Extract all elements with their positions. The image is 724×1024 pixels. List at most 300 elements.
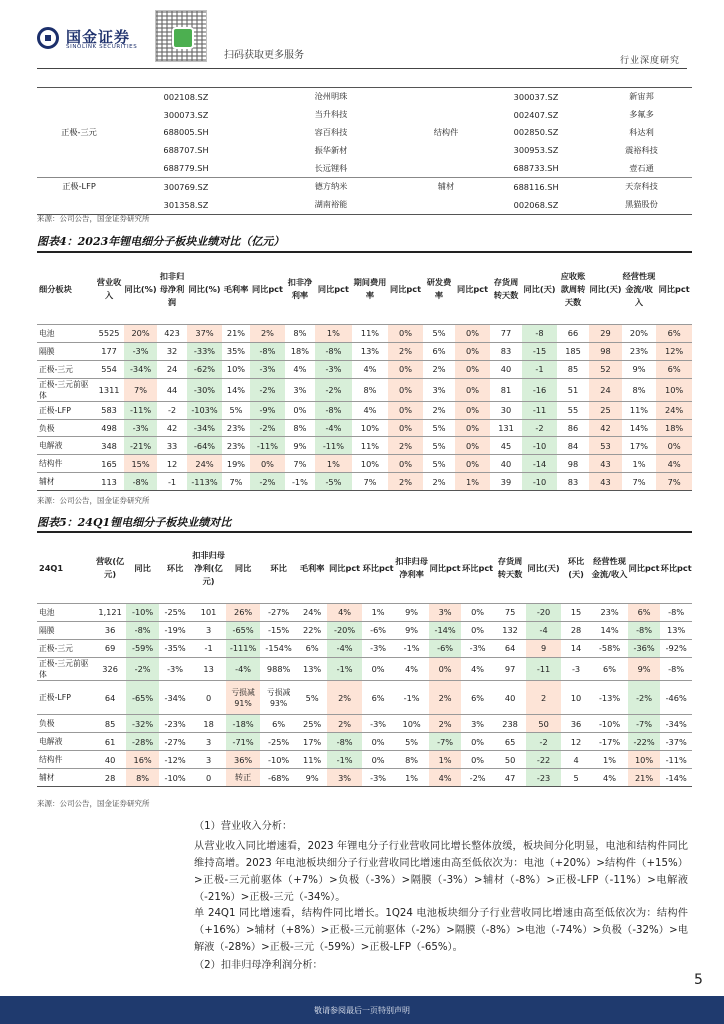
table-cell: 32 xyxy=(157,342,187,360)
table-cell: 13% xyxy=(297,657,327,680)
table-cell: 4% xyxy=(352,401,389,419)
table-cell: -68% xyxy=(260,769,297,787)
table-cell: 43 xyxy=(589,473,621,491)
table-cell: 7% xyxy=(222,473,250,491)
table-row xyxy=(37,177,692,195)
table-cell: 19% xyxy=(222,455,250,473)
table-cell: 6% xyxy=(656,360,692,378)
table-cell: 688707.SH xyxy=(163,145,209,156)
table-cell: 20% xyxy=(622,325,657,343)
table-cell xyxy=(37,159,121,177)
table-cell: 4% xyxy=(327,604,362,622)
table-cell: -2% xyxy=(126,657,158,680)
table-cell: -3% xyxy=(159,657,191,680)
table-cell: 10% xyxy=(656,378,692,401)
table-cell: 2% xyxy=(388,473,423,491)
row-label: 负极 xyxy=(37,715,94,733)
table-cell: -5% xyxy=(315,473,352,491)
column-header: 24Q1 xyxy=(39,562,64,573)
table-cell: -19% xyxy=(159,621,191,639)
table-cell: -15% xyxy=(260,621,297,639)
table-cell: 40 xyxy=(490,455,522,473)
table-cell: 0% xyxy=(656,437,692,455)
column-header: 环比pct xyxy=(462,562,494,573)
table-cell xyxy=(37,141,121,159)
table-cell: 震裕科技 xyxy=(625,144,658,155)
table-cell: 2% xyxy=(423,401,455,419)
table-cell: 85 xyxy=(94,715,126,733)
table-cell: 9% xyxy=(297,769,327,787)
table-cell: 0% xyxy=(388,325,423,343)
row-label: 辅材 xyxy=(37,769,94,787)
table-cell: 165 xyxy=(94,455,124,473)
table-cell: 6% xyxy=(260,715,297,733)
column-header: 同比(%) xyxy=(124,283,157,294)
column-header: 同比pct xyxy=(390,283,422,294)
table-cell: 7% xyxy=(656,473,692,491)
column-header: 同比pct xyxy=(329,562,361,573)
table-cell: 300769.SZ xyxy=(121,177,251,195)
table-cell: 177 xyxy=(94,342,124,360)
table-cell: -2% xyxy=(250,378,285,401)
table-cell: 2% xyxy=(388,437,423,455)
row-label: 电解液 xyxy=(37,437,94,455)
table-cell: -20% xyxy=(327,621,362,639)
column-header: 同比(天) xyxy=(523,283,556,294)
table-cell: 238 xyxy=(494,715,526,733)
table-cell: -59% xyxy=(126,639,158,657)
table-cell: -36% xyxy=(628,639,660,657)
table-cell: 002108.SZ xyxy=(121,88,251,106)
table-cell: 20% xyxy=(124,325,156,343)
table-cell: 1% xyxy=(622,455,657,473)
row-label: 正极-LFP xyxy=(37,680,94,715)
table-row xyxy=(37,88,692,106)
table-cell: 4% xyxy=(461,657,493,680)
table-cell: 多氟多 xyxy=(629,109,654,120)
table-cell: 0% xyxy=(362,657,394,680)
table-cell: -21% xyxy=(124,437,156,455)
column-header: 同比pct xyxy=(628,562,660,573)
table-cell: 17% xyxy=(622,437,657,455)
table-cell: 3% xyxy=(285,378,315,401)
table-cell: 13% xyxy=(352,342,389,360)
table-cell: 13% xyxy=(660,621,692,639)
table-cell: -92% xyxy=(660,639,692,657)
column-header: 扣非归母净利率 xyxy=(395,556,428,579)
table-cell: -58% xyxy=(591,639,628,657)
table-cell: -2% xyxy=(250,473,285,491)
table-cell: 21% xyxy=(222,325,250,343)
table-cell: -11% xyxy=(124,401,156,419)
table-cell: 辅材 xyxy=(411,177,481,195)
table-row xyxy=(37,419,692,437)
table-cell: 23% xyxy=(222,437,250,455)
table-cell: 12% xyxy=(656,342,692,360)
table-row xyxy=(37,639,692,657)
table-cell: 3% xyxy=(461,715,493,733)
column-header: 经营性现金流/收入 xyxy=(591,556,628,579)
table-cell: -11% xyxy=(660,751,692,769)
table-cell: -8 xyxy=(522,325,557,343)
table-cell: 10% xyxy=(352,419,389,437)
table-cell: 10% xyxy=(394,715,429,733)
table-cell: 0% xyxy=(285,401,315,419)
table-cell: 43 xyxy=(589,455,621,473)
row-label: 电池 xyxy=(37,325,94,343)
figure5-title: 图表5：24Q1锂电细分子板块业绩对比 xyxy=(37,516,232,529)
table-cell xyxy=(37,196,121,214)
table-cell xyxy=(411,141,481,159)
table-cell: 688116.SH xyxy=(481,177,591,195)
table-cell: 转正 xyxy=(226,769,261,787)
header-divider xyxy=(37,68,687,69)
table-cell: 132 xyxy=(494,621,526,639)
table-cell: -10% xyxy=(159,769,191,787)
row-label: 正极-三元 xyxy=(37,639,94,657)
table-row xyxy=(37,604,692,622)
company-list-table xyxy=(37,87,692,215)
table-row xyxy=(37,378,692,401)
table-cell: 11% xyxy=(297,751,327,769)
table-cell: 24% xyxy=(187,455,222,473)
table-row xyxy=(37,473,692,491)
table-cell: 亏损减91% xyxy=(226,680,261,715)
table-cell: -8% xyxy=(250,342,285,360)
table-cell: -8% xyxy=(315,342,352,360)
table-cell: 0% xyxy=(388,401,423,419)
table-cell: 5% xyxy=(222,401,250,419)
table-cell: -7% xyxy=(628,715,660,733)
table-cell: 53 xyxy=(589,437,621,455)
column-header: 营收(亿元) xyxy=(95,556,125,579)
table-cell: 22% xyxy=(297,621,327,639)
table-cell: 498 xyxy=(94,419,124,437)
table-cell: -11 xyxy=(526,657,561,680)
table-cell: 4 xyxy=(561,751,591,769)
table-cell: 天奈科技 xyxy=(591,177,692,195)
table-cell: 14% xyxy=(591,621,628,639)
table-cell: -23% xyxy=(159,715,191,733)
table-cell: 14% xyxy=(622,419,657,437)
row-label: 正极-三元 xyxy=(37,360,94,378)
table-cell: 容百科技 xyxy=(314,126,348,137)
table-cell: 1% xyxy=(315,455,352,473)
table-cell: 5% xyxy=(394,733,429,751)
table-cell: -4% xyxy=(327,639,362,657)
table-cell: 21% xyxy=(628,769,660,787)
row-label: 隔膜 xyxy=(37,621,94,639)
table-row xyxy=(37,141,692,159)
revenue-analysis-paragraph-1: 从营业收入同比增速看，2023 年锂电分子行业营收同比增长整体放缓，板块间分化明显，电池和结构件同比维持高增。2023 年电池板块细分子行业营收同比增速由高至低依次为：电池（+20%）>结构件（+15%）>正极-三元前驱体（+7%）>负极（-3%）>隔膜（-3%）>辅材（-8%）>正极-LFP（-11%）>电解液（-21%）>正极-三元（-34%）。 xyxy=(194,841,688,903)
table-cell: 9% xyxy=(622,360,657,378)
table-cell: -22% xyxy=(628,733,660,751)
revenue-analysis-paragraph-2: 单 24Q1 同比增速看，结构件同比增长。1Q24 电池板块细分子行业营收同比增速由高至低依次为：结构件（+16%）>辅材（+8%）>正极-三元前驱体（-2%）>隔膜（-8%）>电池（-74%）>负极（-32%）>电解液（-28%）>正极-三元（-59%）>正极-LFP（-65%）。 xyxy=(194,908,688,953)
table-cell: -65% xyxy=(226,621,261,639)
table-cell: 1% xyxy=(315,325,352,343)
column-header: 扣非净利率 xyxy=(287,277,313,300)
header-row xyxy=(37,254,692,325)
table-cell: -20 xyxy=(526,604,561,622)
table-cell: 4% xyxy=(394,657,429,680)
table-cell: 1,121 xyxy=(94,604,126,622)
table-cell: 83 xyxy=(557,473,589,491)
column-header: 存货周转天数 xyxy=(493,277,519,300)
table-cell: 0% xyxy=(362,733,394,751)
table-cell: 1311 xyxy=(94,378,124,401)
table-cell: 50 xyxy=(494,751,526,769)
column-header: 扣非归母净利润 xyxy=(159,270,185,307)
table-cell: 黑猫股份 xyxy=(591,196,692,214)
table-cell: 10% xyxy=(222,360,250,378)
table-cell: 25% xyxy=(297,715,327,733)
table-cell: -4% xyxy=(315,419,352,437)
table-cell: 23% xyxy=(591,604,628,622)
table-cell: 40 xyxy=(490,360,522,378)
table-cell: 24 xyxy=(589,378,621,401)
table-cell: 47 xyxy=(494,769,526,787)
header-row xyxy=(37,533,692,604)
table-cell: 0% xyxy=(388,419,423,437)
table-cell: 0% xyxy=(362,751,394,769)
table-cell: -1% xyxy=(327,751,362,769)
table-cell: 98 xyxy=(557,455,589,473)
table-cell: 185 xyxy=(557,342,589,360)
column-header: 同比(%) xyxy=(188,283,221,294)
qr-caption: 扫码获取更多服务 xyxy=(224,50,304,61)
table-cell: 9% xyxy=(394,621,429,639)
table-cell: -35% xyxy=(159,639,191,657)
table-cell: 5% xyxy=(423,437,455,455)
table-cell: -64% xyxy=(187,437,222,455)
table-cell: -8% xyxy=(660,657,692,680)
table-cell xyxy=(37,106,121,124)
table-cell: 5525 xyxy=(94,325,124,343)
column-header: 环比 xyxy=(270,562,287,573)
table-cell: 6% xyxy=(656,325,692,343)
table-row xyxy=(37,715,692,733)
table-cell: -14% xyxy=(429,621,461,639)
wechat-icon xyxy=(172,27,194,49)
table-cell: -28% xyxy=(126,733,158,751)
table-cell: -34% xyxy=(159,680,191,715)
table-cell: 湖南裕能 xyxy=(251,196,411,214)
table-cell: 18% xyxy=(285,342,315,360)
column-header: 同比pct xyxy=(429,562,461,573)
table-cell: 0% xyxy=(388,455,423,473)
table-cell: -27% xyxy=(260,604,297,622)
table-cell: -10% xyxy=(260,751,297,769)
table-cell: 13 xyxy=(191,657,226,680)
table-cell: 9% xyxy=(628,657,660,680)
disclaimer-link[interactable]: 敬请参阅最后一页特别声明 xyxy=(314,1006,410,1015)
table-cell: 1% xyxy=(429,751,461,769)
table-cell: 28 xyxy=(94,769,126,787)
table-cell: 3% xyxy=(423,378,455,401)
figure4-table xyxy=(37,254,692,491)
table-cell: 0% xyxy=(461,604,493,622)
table-row xyxy=(37,196,692,214)
table-cell: 0% xyxy=(455,455,490,473)
table-cell: 11% xyxy=(622,401,657,419)
table-cell: 300073.SZ xyxy=(163,109,209,120)
table-cell: 131 xyxy=(490,419,522,437)
table-cell: -3% xyxy=(362,639,394,657)
table-cell: 17% xyxy=(297,733,327,751)
table-cell: -14% xyxy=(660,769,692,787)
table-row xyxy=(37,360,692,378)
table-cell: 24% xyxy=(656,401,692,419)
table-cell: 0 xyxy=(191,769,226,787)
table-cell: 5% xyxy=(423,419,455,437)
column-header: 同比pct xyxy=(457,283,489,294)
column-header: 环比 xyxy=(166,562,184,573)
figure4-rule xyxy=(37,251,692,253)
table-cell: 75 xyxy=(494,604,526,622)
column-header: 研发费率 xyxy=(426,277,452,300)
table-cell: -15 xyxy=(522,342,557,360)
table-cell: -46% xyxy=(660,680,692,715)
table-cell: -11 xyxy=(522,401,557,419)
table-cell: 29 xyxy=(589,325,621,343)
table-cell: 正极-LFP xyxy=(37,177,121,195)
table-cell: -3% xyxy=(362,769,394,787)
table-cell: 德方纳米 xyxy=(251,177,411,195)
table-cell: -65% xyxy=(126,680,158,715)
table-cell: -10% xyxy=(591,715,628,733)
table-cell: 10% xyxy=(352,455,389,473)
column-header: 期间费用率 xyxy=(353,277,387,300)
table-cell: 3% xyxy=(429,604,461,622)
table-cell: -32% xyxy=(126,715,158,733)
table-cell: 50 xyxy=(526,715,561,733)
table-cell: 101 xyxy=(191,604,226,622)
table-cell: 4% xyxy=(656,455,692,473)
table-cell: 45 xyxy=(490,437,522,455)
table-cell: -1 xyxy=(157,473,187,491)
row-label: 结构件 xyxy=(37,455,94,473)
table-cell: 1% xyxy=(394,769,429,787)
table-cell: 2 xyxy=(526,680,561,715)
logo-text-en: SINOLINK SECURITIES xyxy=(66,44,138,50)
table-cell: -11% xyxy=(315,437,352,455)
table-cell: 15% xyxy=(124,455,156,473)
table-cell: 113 xyxy=(94,473,124,491)
table-cell: 0 xyxy=(191,680,226,715)
revenue-analysis-heading: （1）营业收入分析： xyxy=(194,821,293,832)
table-cell: 4% xyxy=(591,769,628,787)
table-row xyxy=(37,769,692,787)
table-cell: -2% xyxy=(315,378,352,401)
table-cell: 亏损减93% xyxy=(260,680,297,715)
table-cell: 28 xyxy=(561,621,591,639)
table-cell: 0% xyxy=(250,455,285,473)
table-cell: 36 xyxy=(94,621,126,639)
table1-source: 来源：公司公告，国金证券研究所 xyxy=(37,214,150,223)
table-cell: 36 xyxy=(561,715,591,733)
table-cell: 0% xyxy=(455,360,490,378)
table-cell: -27% xyxy=(159,733,191,751)
table-cell: 7% xyxy=(285,455,315,473)
table-cell: -8% xyxy=(126,621,158,639)
table-cell: 当升科技 xyxy=(314,109,348,120)
table-cell: 2% xyxy=(327,715,362,733)
table-cell: 0% xyxy=(455,419,490,437)
column-header: 扣非归母净利(亿元) xyxy=(192,549,225,586)
table-cell: 1% xyxy=(362,604,394,622)
table-cell: 长远锂科 xyxy=(314,162,348,173)
table-cell: 65 xyxy=(494,733,526,751)
table-cell: -8% xyxy=(315,401,352,419)
column-header: 同比(天) xyxy=(527,562,560,573)
table-cell: 66 xyxy=(557,325,589,343)
table-cell: 0% xyxy=(455,401,490,419)
table-cell: 688779.SH xyxy=(163,163,209,174)
table-cell: 688005.SH xyxy=(163,127,209,138)
table-cell: 7% xyxy=(622,473,657,491)
table-cell: 301358.SZ xyxy=(121,196,251,214)
table-cell: 002850.SZ xyxy=(513,127,559,138)
table-cell: 9 xyxy=(526,639,561,657)
table-cell: -2 xyxy=(526,733,561,751)
table-cell: 8% xyxy=(126,769,158,787)
table-cell: 16% xyxy=(126,751,158,769)
table-row xyxy=(37,437,692,455)
table-cell: -4 xyxy=(526,621,561,639)
table-cell: -111% xyxy=(226,639,261,657)
sinolink-logo-icon xyxy=(37,27,59,49)
table-cell: 24% xyxy=(297,604,327,622)
table-cell: -8% xyxy=(628,621,660,639)
table-row xyxy=(37,342,692,360)
table-cell: 2% xyxy=(388,342,423,360)
table-cell: -10 xyxy=(522,437,557,455)
table-cell: 55 xyxy=(557,401,589,419)
table-cell: 0% xyxy=(455,437,490,455)
table-cell: -3% xyxy=(124,419,156,437)
table-cell: -1% xyxy=(285,473,315,491)
table-cell: -10 xyxy=(522,473,557,491)
table-cell: 326 xyxy=(94,657,126,680)
table-cell: 300037.SZ xyxy=(481,88,591,106)
column-header: 同比pct xyxy=(317,283,349,294)
figure4-source: 来源：公司公告，国金证券研究所 xyxy=(37,496,150,505)
table-cell: 新宙邦 xyxy=(591,88,692,106)
table-cell: 83 xyxy=(490,342,522,360)
table-cell: 18% xyxy=(656,419,692,437)
table-cell: 4% xyxy=(429,769,461,787)
table-cell: -16 xyxy=(522,378,557,401)
table-cell: 6% xyxy=(628,604,660,622)
table-cell: -2 xyxy=(522,419,557,437)
table-cell: 23% xyxy=(622,342,657,360)
column-header: 同比pct xyxy=(251,283,283,294)
table-cell: -34% xyxy=(124,360,156,378)
table-cell: 2% xyxy=(327,680,362,715)
column-header: 营业收入 xyxy=(96,277,122,300)
table-cell: 85 xyxy=(557,360,589,378)
row-label: 电池 xyxy=(37,604,94,622)
table-cell: -6% xyxy=(429,639,461,657)
table-cell: -103% xyxy=(187,401,222,419)
table-cell: 0% xyxy=(388,378,423,401)
table-cell: 6% xyxy=(591,657,628,680)
table-cell: 0% xyxy=(461,751,493,769)
table-row xyxy=(37,733,692,751)
table-cell: 3% xyxy=(327,769,362,787)
table-cell: -11% xyxy=(250,437,285,455)
table-cell: 97 xyxy=(494,657,526,680)
